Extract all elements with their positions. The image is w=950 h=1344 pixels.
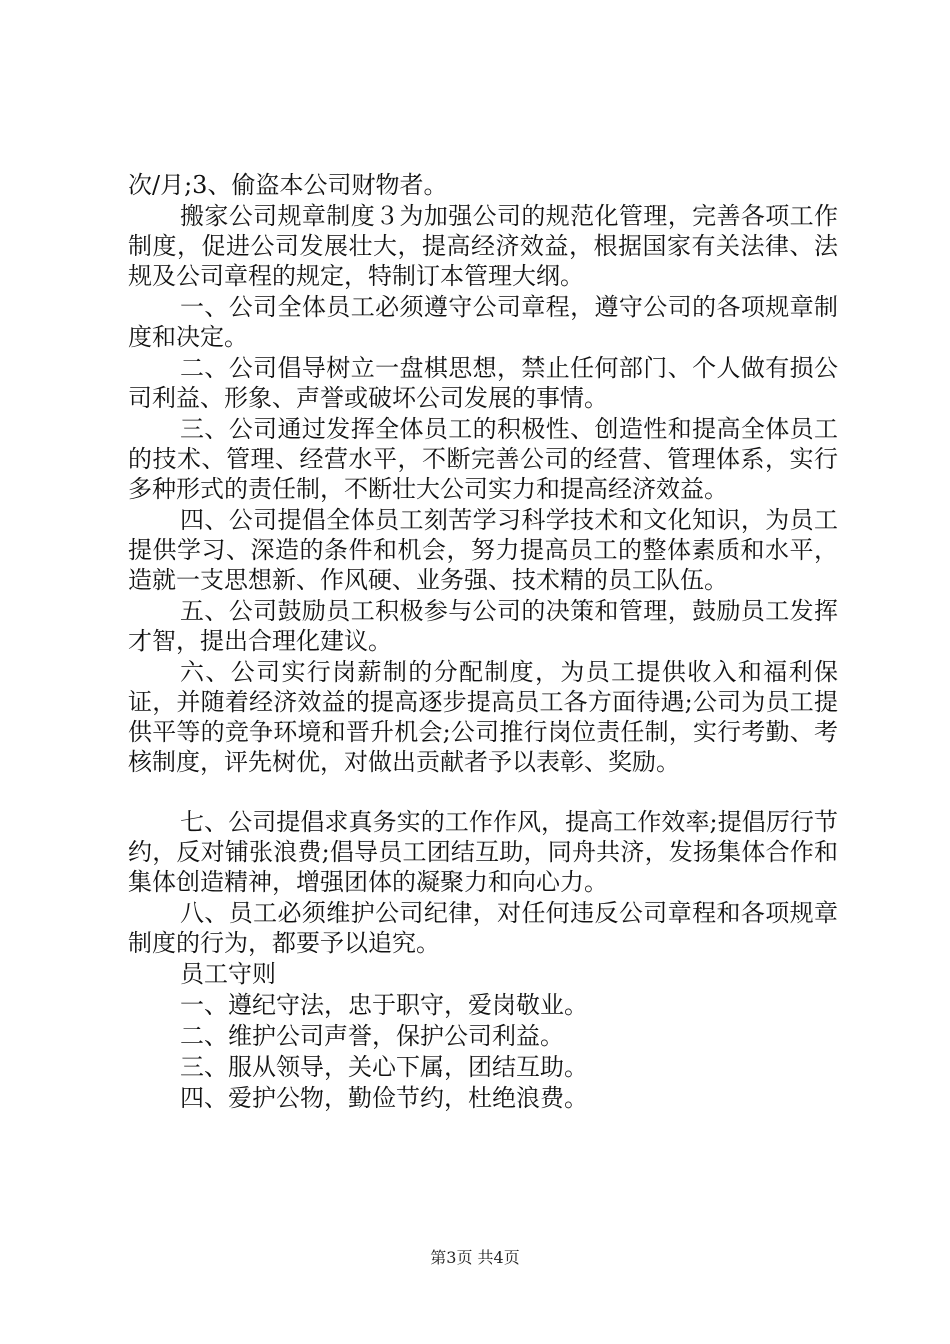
paragraph-rule-3: 三、公司通过发挥全体员工的积极性、创造性和提高全体员工的技术、管理、经营水平，不断完善公司的经营、管理体系，实行多种形式的责任制，不断壮大公司实力和提高经济效益。	[128, 415, 838, 503]
paragraph-rule-6: 六、公司实行岗薪制的分配制度，为员工提供收入和福利保证，并随着经济效益的提高逐步提高员工各方面待遇;公司为员工提供平等的竞争环境和晋升机会;公司推行岗位责任制，实行考勤、考核制度，评先树优，对做出贡献者予以表彰、奖励。	[128, 658, 838, 776]
paragraph-rule-7: 七、公司提倡求真务实的工作作风，提高工作效率;提倡厉行节约，反对铺张浪费;倡导员工团结互助，同舟共济，发扬集体合作和集体创造精神，增强团体的凝聚力和向心力。	[128, 808, 838, 896]
code-item-4: 四、爱护公物，勤俭节约，杜绝浪费。	[180, 1084, 588, 1112]
paragraph-intro: 搬家公司规章制度３为加强公司的规范化管理，完善各项工作制度，促进公司发展壮大，提高经济效益，根据国家有关法律、法规及公司章程的规定，特制订本管理大纲。	[128, 202, 838, 290]
paragraph-rule-1: 一、公司全体员工必须遵守公司章程，遵守公司的各项规章制度和决定。	[128, 293, 838, 351]
paragraph-rule-2: 二、公司倡导树立一盘棋思想，禁止任何部门、个人做有损公司利益、形象、声誉或破坏公司发展的事情。	[128, 354, 838, 412]
code-item-3: 三、服从领导，关心下属，团结互助。	[180, 1053, 588, 1081]
paragraph-rule-8: 八、员工必须维护公司纪律，对任何违反公司章程和各项规章制度的行为，都要予以追究。	[128, 899, 838, 957]
code-item-2: 二、维护公司声誉，保护公司利益。	[180, 1022, 564, 1050]
paragraph-rule-5: 五、公司鼓励员工积极参与公司的决策和管理，鼓励员工发挥才智，提出合理化建议。	[128, 597, 838, 655]
document-body	[128, 170, 838, 1113]
paragraph-rule-4: 四、公司提倡全体员工刻苦学习科学技术和文化知识，为员工提供学习、深造的条件和机会，努力提高员工的整体素质和水平，造就一支思想新、作风硬、业务强、技术精的员工队伍。	[128, 506, 838, 594]
page-number-footer: 第3页 共4页	[430, 1248, 520, 1267]
code-item-1: 一、遵纪守法，忠于职守，爱岗敬业。	[180, 991, 588, 1019]
section-heading-employee-code: 员工守则	[180, 960, 276, 988]
paragraph-continuation: 次/月;3、偷盗本公司财物者。	[128, 171, 448, 199]
